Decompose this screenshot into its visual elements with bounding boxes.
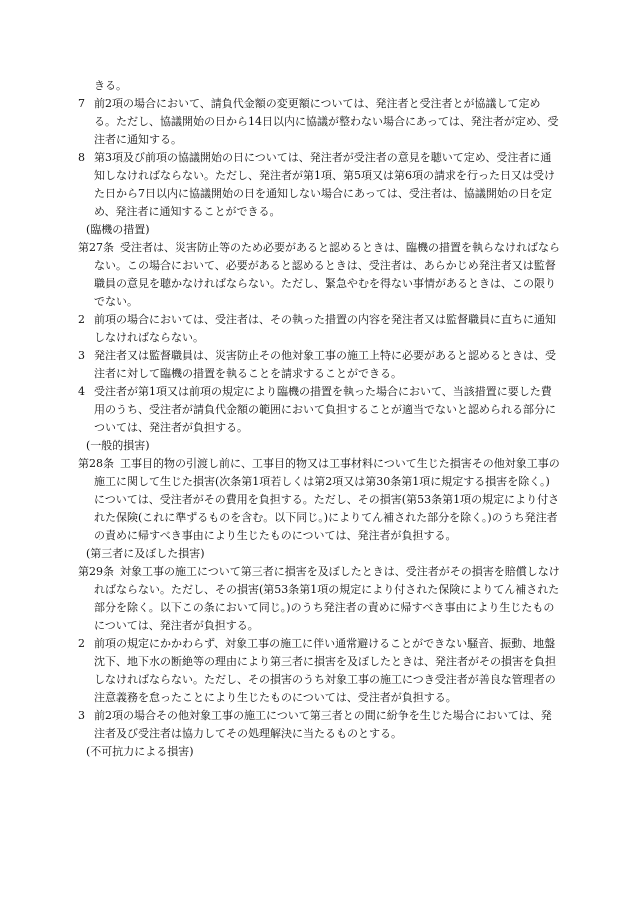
article-27 (78, 239, 560, 311)
paragraph-7 (78, 95, 560, 149)
paragraph-number: 7 (78, 97, 85, 110)
paragraph-text: 前2項の場合その他対象工事の施工について第三者との間に紛争を生じた場合においては、発注者及び受注者は協力してその処理解決に当たるものとする。 (94, 709, 552, 740)
paragraph-text: 第3項及び前項の協議開始の日については、発注者が受注者の意見を聴いて定め、受注者に通知しなければならない。ただし、発注者が第1項、第5項又は第6項の請求を行った日又は受けた日から7日以内に協議開始の日を通知しない場合にあっては、受注者は、協議開始の日を定め、発注者に通知することができる。 (94, 151, 555, 218)
paragraph-2 (78, 311, 560, 347)
article-heading: (第三者に及ぼした損害) (86, 547, 205, 560)
paragraph-3 (78, 707, 560, 743)
article-heading: (不可抗力による損害) (86, 745, 194, 758)
paragraph-number: 3 (78, 709, 85, 722)
paragraph-text: 発注者又は監督職員は、災害防止その他対象工事の施工上特に必要があると認めるときは、受注者に対して臨機の措置を執ることを請求することができる。 (94, 349, 556, 380)
continuation-text: きる。 (94, 79, 127, 92)
article-text: 対象工事の施工について第三者に損害を及ぼしたときは、受注者がその損害を賠償しなければならない。ただし、その損害(第53条第1項の規定により付された保険によりてん補された部分を除く。以下この条において同じ。)のうち発注者の責めに帰すべき事由により生じたものについては、発注者が負担する。 (94, 565, 560, 632)
paragraph-text: 受注者が第1項又は前項の規定により臨機の措置を執った場合において、当該措置に要した費用のうち、受注者が請負代金額の範囲において負担することが適当でないと認められる部分については、発注者が負担する。 (94, 385, 556, 434)
paragraph-2 (78, 635, 560, 707)
paragraph-number: 4 (78, 385, 85, 398)
paragraph-8 (78, 149, 560, 221)
article-text: 工事目的物の引渡し前に、工事目的物又は工事材料について生じた損害その他対象工事の施工に関して生じた損害(次条第1項若しくは第2項又は第30条第1項に規定する損害を除く。)については、受注者がその費用を負担する。ただし、その損害(第53条第1項の規定により付された保険(これに準ずるものを含む。以下同じ。)によりてん補された部分を除く。)のうち発注者の責めに帰すべき事由により生じたものについては、発注者が負担する。 (94, 457, 560, 542)
paragraph-text: 前2項の場合において、請負代金額の変更額については、発注者と受注者とが協議して定める。ただし、協議開始の日から14日以内に協議が整わない場合にあっては、発注者が定め、受注者に通知する。 (94, 97, 559, 146)
paragraph-number: 2 (78, 637, 85, 650)
paragraph-number: 8 (78, 151, 85, 164)
article-29 (78, 563, 560, 635)
paragraph-number: 3 (78, 349, 85, 362)
article-heading: (一般的損害) (86, 439, 150, 452)
article-number: 第28条 (78, 457, 114, 470)
article-28 (78, 455, 560, 545)
paragraph-text: 前項の場合においては、受注者は、その執った措置の内容を発注者又は監督職員に直ちに通知しなければならない。 (94, 313, 556, 344)
article-heading: (臨機の措置) (86, 223, 150, 236)
paragraph-3 (78, 347, 560, 383)
article-text: 受注者は、災害防止等のため必要があると認めるときは、臨機の措置を執らなければならない。この場合において、必要があると認めるときは、受注者は、あらかじめ発注者又は監督職員の意見を聴かなければならない。ただし、緊急やむを得ない事情があるときは、この限りでない。 (94, 241, 560, 308)
paragraph-number: 2 (78, 313, 85, 326)
article-number: 第27条 (78, 241, 114, 254)
article-number: 第29条 (78, 565, 114, 578)
paragraph-4 (78, 383, 560, 437)
paragraph-text: 前項の規定にかかわらず、対象工事の施工に伴い通常避けることができない騒音、振動、地盤沈下、地下水の断絶等の理由により第三者に損害を及ぼしたときは、発注者がその損害を負担しなければならない。ただし、その損害のうち対象工事の施工につき受注者が善良な管理者の注意義務を怠ったことにより生じたものについては、受注者が負担する。 (94, 637, 556, 704)
